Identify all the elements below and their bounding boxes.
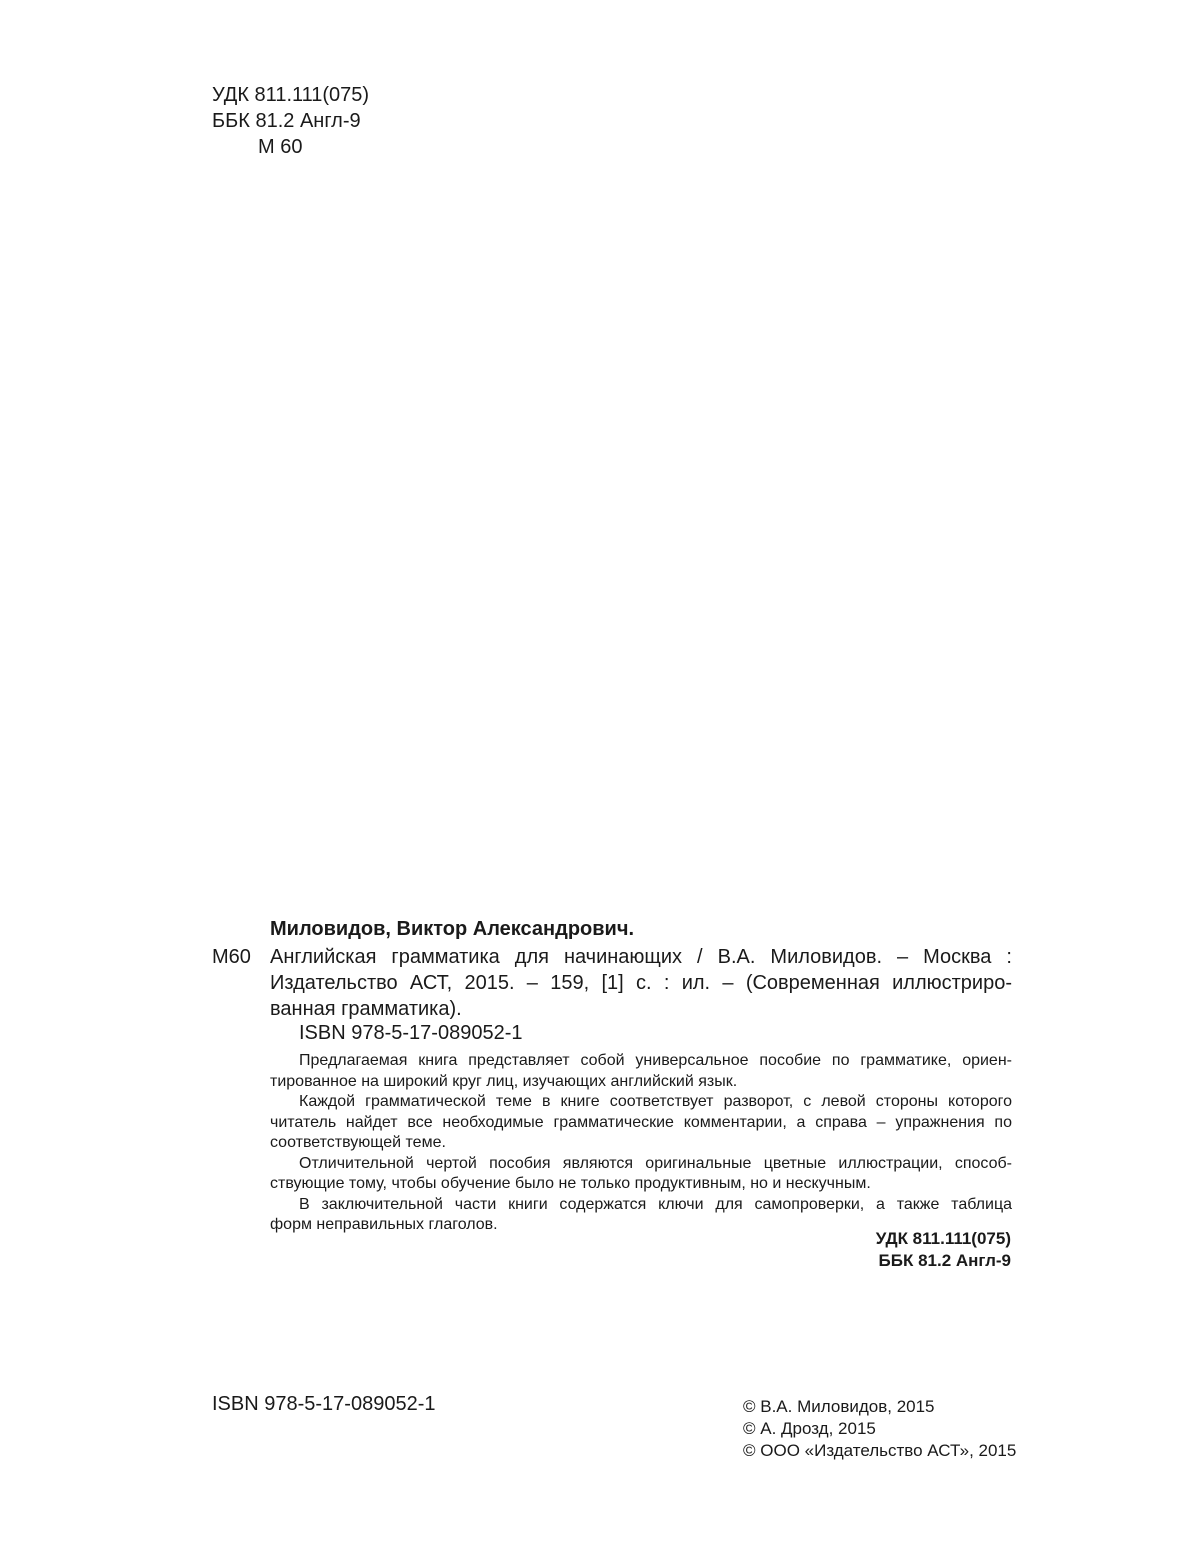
bbk-code: ББК 81.2 Англ-9	[878, 1251, 1011, 1270]
copyright-block	[743, 1396, 1016, 1462]
annotation-line: читатель найдет все необходимые грамматические комментарии, а справа – упражнения по	[270, 1113, 1012, 1131]
description-line: Издательство АСТ, 2015. – 159, [1] с. : ил. – (Современная иллюстриро-	[270, 972, 1012, 994]
description-line: ванная грамматика).	[270, 998, 462, 1020]
author-mark: М 60	[258, 136, 303, 158]
udk-code: УДК 811.111(075)	[212, 84, 370, 106]
copyright-line: © ООО «Издательство АСТ», 2015	[743, 1441, 1017, 1460]
annotation-line: Отличительной чертой пособия являются оригинальные цветные иллюстрации, способ-	[299, 1154, 1012, 1172]
footer-isbn: ISBN 978-5-17-089052-1	[212, 1393, 436, 1415]
shelf-mark: М60	[212, 946, 251, 968]
annotation-line: Каждой грамматической теме в книге соответствует разворот, с левой стороны которого	[299, 1093, 1012, 1110]
annotation-line: ствующие тому, чтобы обучение было не только продуктивным, но и нескучным.	[270, 1175, 871, 1192]
copyright-line: © А. Дрозд, 2015	[743, 1419, 876, 1438]
bibliographic-description	[270, 944, 1012, 1022]
copyright-line: © В.А. Миловидов, 2015	[743, 1397, 935, 1416]
annotation-line: соответствующей теме.	[270, 1134, 446, 1151]
annotation-line: форм неправильных глаголов.	[270, 1216, 498, 1233]
classification-codes-top	[212, 82, 369, 160]
annotation-line: В заключительной части книги содержатся ключи для самопроверки, а также таблица	[299, 1195, 1012, 1213]
description-line: Английская грамматика для начинающих / В.А. Миловидов. – Москва :	[270, 946, 1012, 968]
isbn-number: ISBN 978-5-17-089052-1	[299, 1022, 523, 1044]
author-heading: Миловидов, Виктор Александрович.	[270, 918, 635, 940]
classification-codes-bottom	[876, 1228, 1011, 1272]
annotation-line: Предлагаемая книга представляет собой универсальное пособие по грамматике, ориен-	[299, 1052, 1012, 1069]
bbk-code: ББК 81.2 Англ-9	[212, 110, 361, 132]
annotation	[270, 1051, 1012, 1236]
udk-code: УДК 811.111(075)	[875, 1229, 1011, 1248]
annotation-line: тированное на широкий круг лиц, изучающих английский язык.	[270, 1072, 738, 1090]
